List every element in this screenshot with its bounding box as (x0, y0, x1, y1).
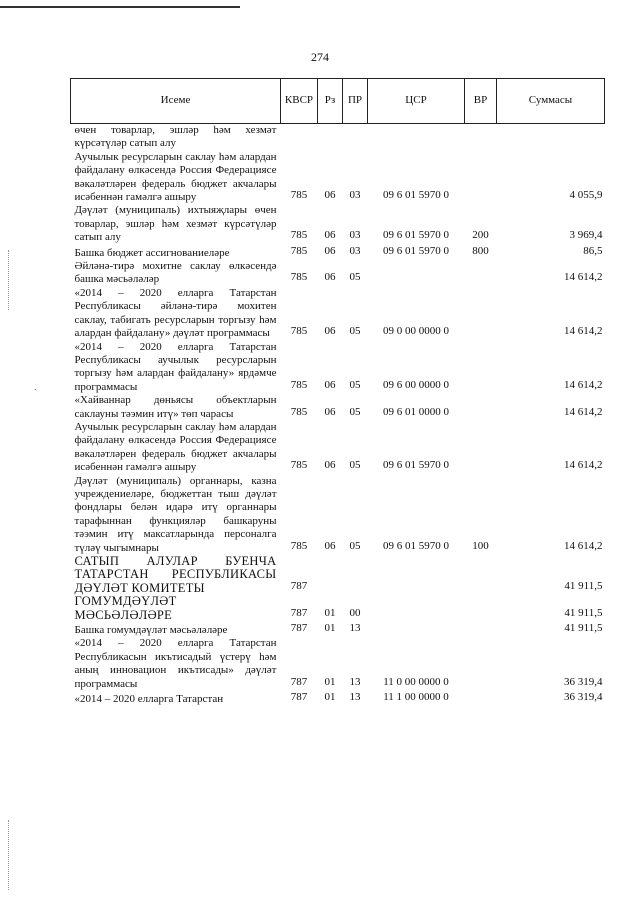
cell-pr: 03 (349, 189, 361, 202)
cell-vr: 200 (472, 229, 489, 242)
table-row (71, 595, 605, 622)
cell-vr (465, 622, 497, 637)
cell-rz: 01 (324, 622, 336, 635)
cell-sum: 14 614,2 (564, 539, 603, 552)
cell-name: Дәүләт (муниципаль) органнары, казна учреждениеләре, бюджеттан тыш дәүләт фондлары белән идарә итү органнары тарафыннан функцияләр башкаруны тәэмин итү максатларында персоналга түләү чыгымнары (74, 474, 277, 554)
table-header (71, 79, 605, 124)
cell-pr: 05 (349, 459, 361, 472)
cell-sum: 14 614,2 (564, 405, 603, 418)
cell-rz: 06 (324, 325, 336, 338)
table-row (71, 287, 605, 341)
cell-sum: 14 614,2 (564, 378, 603, 391)
cell-kvsr: 785 (290, 189, 308, 202)
cell-csr: 09 6 01 5970 0 (383, 539, 449, 552)
cell-rz: 01 (324, 606, 336, 619)
scan-speck: ˎ (34, 380, 38, 391)
cell-name: Башка бюджет ассигнованиеләре (74, 246, 230, 259)
header-row (71, 79, 605, 124)
header-sum: Суммасы (497, 79, 605, 124)
cell-csr (368, 622, 465, 637)
cell-pr: 13 (349, 622, 361, 635)
cell-vr (465, 260, 497, 287)
cell-kvsr: 785 (290, 325, 308, 338)
table-row (71, 124, 605, 151)
cell-sum: 3 969,4 (569, 229, 603, 242)
cell-name: ГОМУМДӘҮЛӘТ МӘСЬӘЛӘЛӘРЕ (74, 594, 177, 622)
cell-name: Дәүләт (муниципаль) ихтыяҗлары өчен товарлар, эшләр һәм хезмәт күрсәтүләр сатып алу (74, 204, 277, 244)
header-vr: ВР (465, 79, 497, 124)
cell-pr (343, 555, 368, 595)
cell-name: «2014 – 2020 елларга Татарстан Республикасы аучылык ресурсларын торгызу һәм алардан файдалану» ярдәмче программасы (74, 340, 277, 393)
cell-kvsr (281, 124, 318, 151)
cell-sum: 41 911,5 (564, 579, 603, 592)
cell-kvsr: 787 (290, 606, 308, 619)
cell-vr: 800 (472, 244, 489, 257)
table-row (71, 245, 605, 260)
table-row (71, 151, 605, 205)
cell-name: САТЫП АЛУЛАР БУЕНЧА ТАТАРСТАН РЕСПУБЛИКАСЫ ДӘҮЛӘТ КОМИТЕТЫ (74, 554, 277, 595)
cell-pr: 13 (349, 675, 361, 688)
cell-csr: 09 0 00 0000 0 (383, 325, 449, 338)
cell-csr: 09 6 01 0000 0 (383, 405, 449, 418)
cell-name: өчен товарлар, эшләр һәм хезмәт күрсәтүләр сатып алу (74, 124, 277, 150)
cell-csr: 09 6 01 5970 0 (383, 189, 449, 202)
cell-name: Аучылык ресурсларын саклау һәм алардан файдалану өлкәсендә Россия Федерациясе вәкаләтләрен федераль бюджет акчалары исәбеннән гамәлгә ашыру (74, 420, 277, 474)
cell-rz: 06 (324, 244, 336, 257)
cell-rz: 06 (324, 271, 336, 284)
cell-vr (465, 287, 497, 341)
cell-vr: 100 (472, 539, 489, 552)
cell-kvsr: 787 (290, 675, 308, 688)
header-name: Исеме (71, 79, 281, 124)
table-row (71, 421, 605, 475)
table-row (71, 204, 605, 244)
cell-sum (497, 124, 605, 151)
cell-pr: 05 (349, 271, 361, 284)
cell-csr: 09 6 01 5970 0 (383, 459, 449, 472)
page-number: 274 (311, 50, 329, 64)
cell-name: Башка гомумдәүләт мәсьәләләре (74, 624, 228, 637)
header-kvsr: КВСР (281, 79, 318, 124)
cell-rz (318, 124, 343, 151)
cell-kvsr: 785 (290, 378, 308, 391)
cell-sum: 36 319,4 (564, 691, 603, 704)
cell-vr (465, 691, 497, 706)
cell-vr (465, 637, 497, 691)
cell-kvsr: 785 (290, 271, 308, 284)
cell-rz: 06 (324, 459, 336, 472)
cell-name: «2014 – 2020 елларга Татарстан Республикасын икътисадый үстерү һәм аның инновацион икътисады» дәүләт программасы (74, 637, 277, 690)
cell-rz: 06 (324, 378, 336, 391)
cell-sum: 14 614,2 (564, 459, 603, 472)
cell-csr (368, 555, 465, 595)
table-row (71, 260, 605, 287)
cell-vr (465, 595, 497, 622)
table-row (71, 637, 605, 691)
cell-csr: 09 6 01 5970 0 (383, 229, 449, 242)
cell-sum: 41 911,5 (564, 622, 603, 635)
cell-pr: 05 (349, 378, 361, 391)
table-body (71, 124, 605, 707)
cell-sum: 14 614,2 (564, 325, 603, 338)
header-rz: Рз (318, 79, 343, 124)
cell-vr (465, 394, 497, 421)
cell-rz (318, 555, 343, 595)
cell-kvsr: 787 (290, 622, 308, 635)
table-row (71, 394, 605, 421)
cell-name: «Хайваннар дөньясы объектларын саклауны тәэмин итү» төп чарасы (74, 394, 277, 420)
cell-vr (465, 421, 497, 475)
cell-name: Әйләнә-тирә мохитне саклау өлкәсендә башка мәсьәләләр (74, 260, 277, 286)
cell-pr: 03 (349, 229, 361, 242)
cell-vr (465, 555, 497, 595)
cell-csr (368, 595, 465, 622)
cell-name: «2014 – 2020 елларга Татарстан Республикасы әйләнә-тирә мохитен саклау, табигать ресурсларын торгызу һәм алардан файдалану» дәүләт программасы (74, 286, 277, 340)
top-rule (0, 6, 240, 8)
cell-sum: 86,5 (583, 244, 603, 257)
scan-margin-mark (8, 820, 10, 890)
cell-name: Аучылык ресурсларын саклау һәм алардан файдалану өлкәсендә Россия Федерациясе вәкаләтләрен федераль бюджет акчалары исәбеннән гамәлгә ашыру (74, 150, 277, 204)
cell-pr: 00 (349, 606, 361, 619)
cell-pr: 05 (349, 325, 361, 338)
cell-kvsr: 785 (290, 459, 308, 472)
header-pr: ПР (343, 79, 368, 124)
budget-table-wrapper (70, 78, 604, 706)
cell-vr (465, 341, 497, 395)
cell-kvsr: 785 (290, 244, 308, 257)
budget-table (70, 78, 605, 706)
cell-sum: 14 614,2 (564, 271, 603, 284)
table-row (71, 691, 605, 706)
cell-csr (368, 260, 465, 287)
cell-sum: 36 319,4 (564, 675, 603, 688)
table-row (71, 622, 605, 637)
scan-margin-mark (8, 250, 10, 310)
cell-kvsr: 785 (290, 229, 308, 242)
cell-kvsr: 785 (290, 539, 308, 552)
cell-pr (343, 124, 368, 151)
table-row (71, 555, 605, 595)
cell-pr: 05 (349, 405, 361, 418)
cell-csr: 09 6 01 5970 0 (383, 244, 449, 257)
cell-name: «2014 – 2020 елларга Татарстан (74, 693, 224, 706)
cell-rz: 06 (324, 229, 336, 242)
cell-csr (368, 124, 465, 151)
cell-rz: 01 (324, 691, 336, 704)
cell-rz: 06 (324, 405, 336, 418)
table-row (71, 475, 605, 555)
cell-pr: 05 (349, 539, 361, 552)
cell-rz: 06 (324, 189, 336, 202)
cell-kvsr: 787 (290, 579, 308, 592)
cell-pr: 13 (349, 691, 361, 704)
cell-csr: 11 0 00 0000 0 (383, 675, 449, 688)
cell-pr: 03 (349, 244, 361, 257)
cell-csr: 11 1 00 0000 0 (383, 691, 449, 704)
cell-vr (465, 151, 497, 205)
header-csr: ЦСР (368, 79, 465, 124)
cell-sum: 41 911,5 (564, 606, 603, 619)
cell-rz: 01 (324, 675, 336, 688)
cell-vr (465, 124, 497, 151)
cell-csr: 09 6 00 0000 0 (383, 378, 449, 391)
cell-kvsr: 787 (290, 691, 308, 704)
table-row (71, 341, 605, 395)
cell-sum: 4 055,9 (569, 189, 603, 202)
cell-rz: 06 (324, 539, 336, 552)
cell-kvsr: 785 (290, 405, 308, 418)
